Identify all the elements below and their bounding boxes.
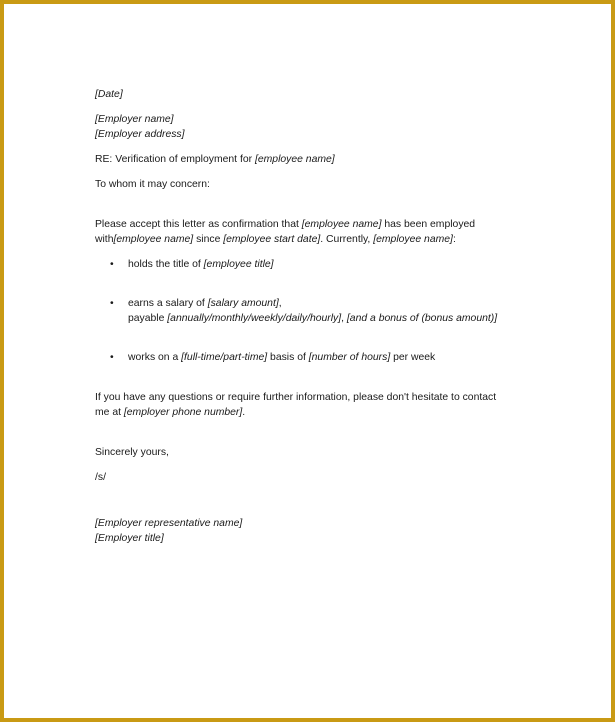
payable-prefix: payable xyxy=(128,313,168,324)
hours-middle: basis of xyxy=(267,352,309,363)
employment-details-list xyxy=(95,257,545,365)
intro-employee-name-2: [employee name] xyxy=(113,234,194,245)
work-type-placeholder: [full-time/part-time] xyxy=(181,352,268,363)
contact-prefix: me at xyxy=(95,407,124,418)
employer-name: [Employer name] xyxy=(95,114,174,125)
list-item-title xyxy=(95,257,545,272)
intro-line-2 xyxy=(95,232,545,247)
intro-text-2: has been employed xyxy=(381,219,476,230)
bullet-icon: • xyxy=(110,298,114,309)
pay-frequency-placeholder: [annually/monthly/weekly/daily/hourly] xyxy=(167,313,342,324)
bullet-icon: • xyxy=(110,259,114,270)
intro-text-4: since xyxy=(193,234,224,245)
intro-text-1: Please accept this letter as confirmation that xyxy=(95,219,302,230)
employer-phone-placeholder: [employer phone number] xyxy=(123,407,243,418)
intro-text-6: : xyxy=(452,234,456,245)
salary-separator: , xyxy=(341,313,347,324)
subject-prefix: RE: Verification of employment for xyxy=(95,154,255,165)
subject-line xyxy=(95,152,545,167)
letter-body xyxy=(95,87,545,546)
representative-name: [Employer representative name] xyxy=(95,518,243,529)
intro-employee-name-1: [employee name] xyxy=(301,219,382,230)
closing-paragraph-line-1: If you have any questions or require further information, please don't hesitate to contact xyxy=(95,392,497,403)
salutation: To whom it may concern: xyxy=(95,179,210,190)
title-prefix: holds the title of xyxy=(128,259,204,270)
list-item-salary xyxy=(95,296,545,326)
date-placeholder: [Date] xyxy=(95,89,123,100)
employer-address: [Employer address] xyxy=(95,129,185,140)
signature: /s/ xyxy=(95,472,106,483)
bullet-icon: • xyxy=(110,352,114,363)
subject-employee-name: [employee name] xyxy=(254,154,335,165)
hours-placeholder: [number of hours] xyxy=(308,352,391,363)
hours-prefix: works on a xyxy=(128,352,182,363)
salary-amount-placeholder: [salary amount] xyxy=(207,298,279,309)
list-item-hours xyxy=(95,350,545,365)
contact-suffix: . xyxy=(242,407,246,418)
intro-start-date: [employee start date] xyxy=(223,234,321,245)
intro-text-5: . Currently, xyxy=(320,234,374,245)
employee-title-placeholder: [employee title] xyxy=(203,259,274,270)
intro-text-3: with xyxy=(95,234,114,245)
representative-title: [Employer title] xyxy=(95,533,164,544)
hours-suffix: per week xyxy=(390,352,436,363)
closing-paragraph-line-2 xyxy=(95,405,545,420)
bonus-placeholder: [and a bonus of (bonus amount)] xyxy=(346,313,498,324)
intro-line-1 xyxy=(95,217,545,232)
salary-prefix: earns a salary of xyxy=(128,298,208,309)
intro-employee-name-3: [employee name] xyxy=(373,234,453,245)
salary-comma: , xyxy=(278,298,282,309)
sign-off: Sincerely yours, xyxy=(95,447,169,458)
